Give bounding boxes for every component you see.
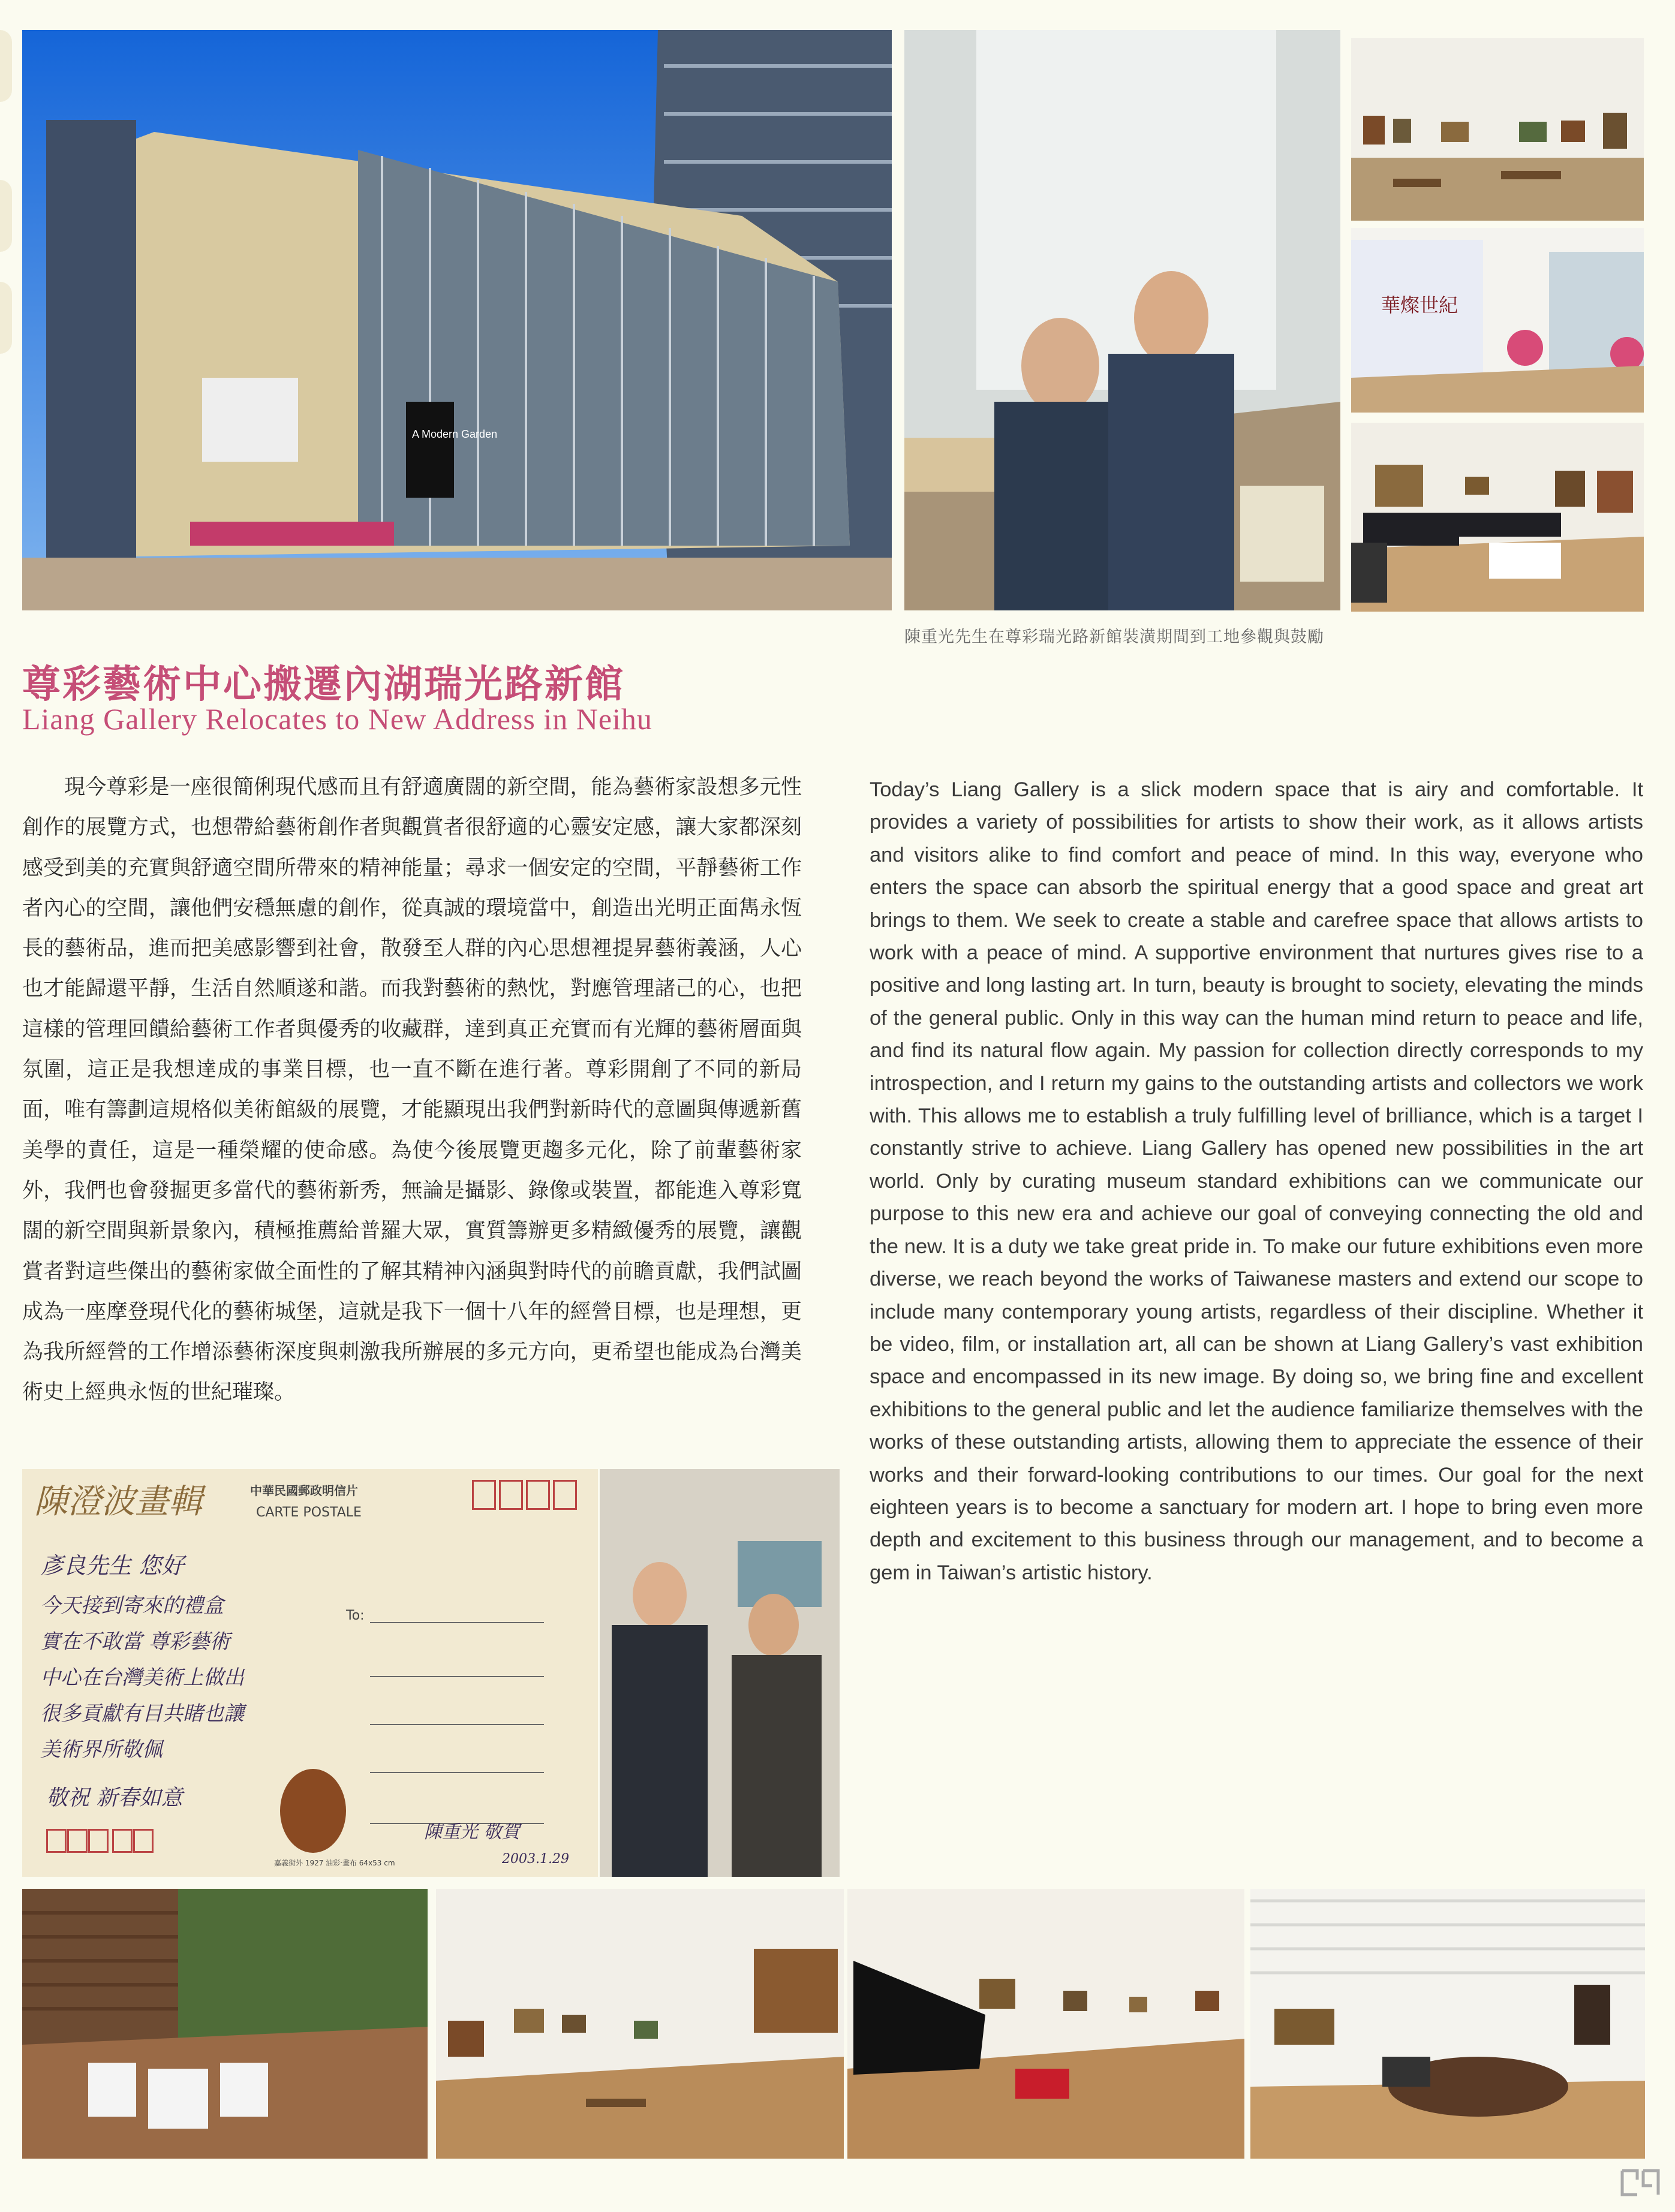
postcard-line: 今天接到寄來的禮盒: [40, 1594, 224, 1618]
address-line: [370, 1622, 544, 1623]
postcard-printed-fr: CARTE POSTALE: [256, 1505, 362, 1520]
zip-box: [67, 1829, 88, 1853]
decorative-tab: [0, 180, 12, 252]
photo-gallery-lounge: [1351, 423, 1644, 612]
article-title-en: Liang Gallery Relocates to New Address in Neihu: [22, 702, 652, 736]
postcard-printed-zh: 中華民國郵政明信片: [250, 1483, 358, 1498]
stamp-box: [553, 1480, 577, 1510]
address-line: [370, 1676, 544, 1677]
photo-hall-lounge: [1250, 1889, 1645, 2159]
postcard-line: 美術界所敬佩: [40, 1738, 163, 1762]
postcard-date: 2003.1.29: [502, 1852, 569, 1867]
article-title-zh: 尊彩藝術中心搬遷內湖瑞光路新館: [22, 662, 625, 707]
postcard-painting-caption: 嘉義街外 1927 油彩‧畫布 64x53 cm: [274, 1859, 395, 1867]
photo-gallery-building: [22, 30, 892, 610]
building-sign: A Modern Garden: [412, 428, 498, 440]
postcard-line: 敬祝 新春如意: [46, 1786, 183, 1810]
postcard-letterhead: 陳澄波畫輯: [34, 1482, 202, 1521]
decorative-tab: [0, 30, 12, 102]
article-body-en: Today’s Liang Gallery is a slick modern space that is airy and comfortable. It provides a variety of possibilities for artists to show their work, as it allows artists and visitors alike to find comfort and peace of mind. In this way, everyone who enters the space can absorb the spiritual energy that a good space and great art brings to them. We seek to create a stable and carefree space that allows artists to work with a peace of mind. A supportive environment that nurtures gives rise to a positive and long lasting art. In turn, beauty is brought to society, elevating the minds of the general public. Only in this way can the human mind return to peace and life, and find its natural flow again. My passion for collection directly corresponds to my introspection, and I return my gains to the outstanding artists and collectors we work with. This allows me to establish a truly fulfilling level of brilliance, which is a target I constantly strive to achieve. Liang Gallery has opened new possibilities in the art world. Only by curating museum standard exhibitions can we communicate our purpose to this new era and achieve our goal of conveying connecting the old and the new. It is a duty we take great pride in. To make our future exhibitions even more diverse, we reach beyond the works of Taiwanese masters and extend our scope to include many contemporary young artists, regardless of their discipline. Whether it be video, film, or installation art, all can be shown at Liang Gallery’s vast exhibition space and encompassed in its new image. By doing so, we bring fine and excellent exhibitions to the general public and let the audience familiarize themselves with the works of these outstanding artists, allowing them to appreciate the essence of their works and their forward-looking contributions to our times. Our goal for the next eighteen years is to become a sanctuary for modern art. I hope to bring even more depth and excitement to this business through our management, and to become a gem in Taiwan’s artistic history.: [870, 778, 1643, 1584]
photo-gallery-wall-banner: [1351, 228, 1644, 413]
stamp-box: [526, 1480, 550, 1510]
stamp-box: [499, 1480, 523, 1510]
postcard-to-label: To:: [346, 1608, 365, 1623]
address-line: [370, 1772, 544, 1773]
publisher-logo: [1619, 2168, 1661, 2198]
zip-box: [46, 1829, 67, 1853]
zip-box: [112, 1829, 133, 1853]
photo-gallery-interior-1: [1351, 38, 1644, 221]
postcard-letter: [22, 1469, 598, 1877]
zip-box: [133, 1829, 154, 1853]
stamp-box: [472, 1480, 496, 1510]
postcard-greeting: 彥良先生 您好: [40, 1552, 185, 1579]
decorative-tab: [0, 282, 12, 354]
postcard-line: 很多貢獻有目共睹也讓: [40, 1702, 244, 1726]
photo-hall-paintings: [436, 1889, 844, 2159]
wall-banner-text: 華燦世紀: [1381, 294, 1459, 317]
photo-terrace: [22, 1889, 428, 2159]
photo-hall-piano: [847, 1889, 1244, 2159]
photo-caption: 陳重光先生在尊彩瑞光路新館裝潢期間到工地參觀與鼓勵: [904, 628, 1324, 646]
photo-exhibition-visit: [600, 1469, 840, 1877]
postcard-signature: 陳重光 敬賀: [424, 1822, 520, 1843]
postcard-painting: [280, 1769, 346, 1853]
article-body-zh: 現今尊彩是一座很簡俐現代感而且有舒適廣闊的新空間，能為藝術家設想多元性創作的展覽方式，也想帶給藝術創作者與觀賞者很舒適的心靈安定感，讓大家都深刻感受到美的充實與舒適空間所帶來的精神能量；尋求一個安定的空間，平靜藝術工作者內心的空間，讓他們安穩無慮的創作，從真誠的環境當中，創造出光明正面雋永恆長的藝術品，進而把美感影響到社會，散發至人群的內心思想裡提昇藝術義涵，人心也才能歸還平靜，生活自然順遂和諧。而我對藝術的熱忱，對應管理諸己的心，也把這樣的管理回饋給藝術工作者與優秀的收藏群，達到真正充實而有光輝的藝術層面與氛圍，這正是我想達成的事業目標，也一直不斷在進行著。尊彩開創了不同的新局面，唯有籌劃這規格似美術館級的展覽，才能顯現出我們對新時代的意圖與傳遞新舊美學的責任，這是一種榮耀的使命感。為使今後展覽更趨多元化，除了前輩藝術家外，我們也會發掘更多當代的藝術新秀，無論是攝影、錄像或裝置，都能進入尊彩寬闊的新空間與新景象內，積極推薦給普羅大眾，實質籌辦更多精緻優秀的展覽，讓觀賞者對這些傑出的藝術家做全面性的了解其精神內涵與對時代的前瞻貢獻，我們試圖成為一座摩登現代化的藝術城堡，這就是我下一個十八年的經營目標，也是理想，更為我所經營的工作增添藝術深度與刺激我所辦展的多元方向，更希望也能成為台灣美術史上經典永恆的世紀璀璨。: [22, 775, 802, 1405]
postcard-line: 實在不敢當 尊彩藝術: [40, 1630, 230, 1654]
address-line: [370, 1724, 544, 1725]
postcard-line: 中心在台灣美術上做出: [40, 1666, 244, 1690]
zip-box: [88, 1829, 109, 1853]
photo-construction-visit: [904, 30, 1340, 610]
